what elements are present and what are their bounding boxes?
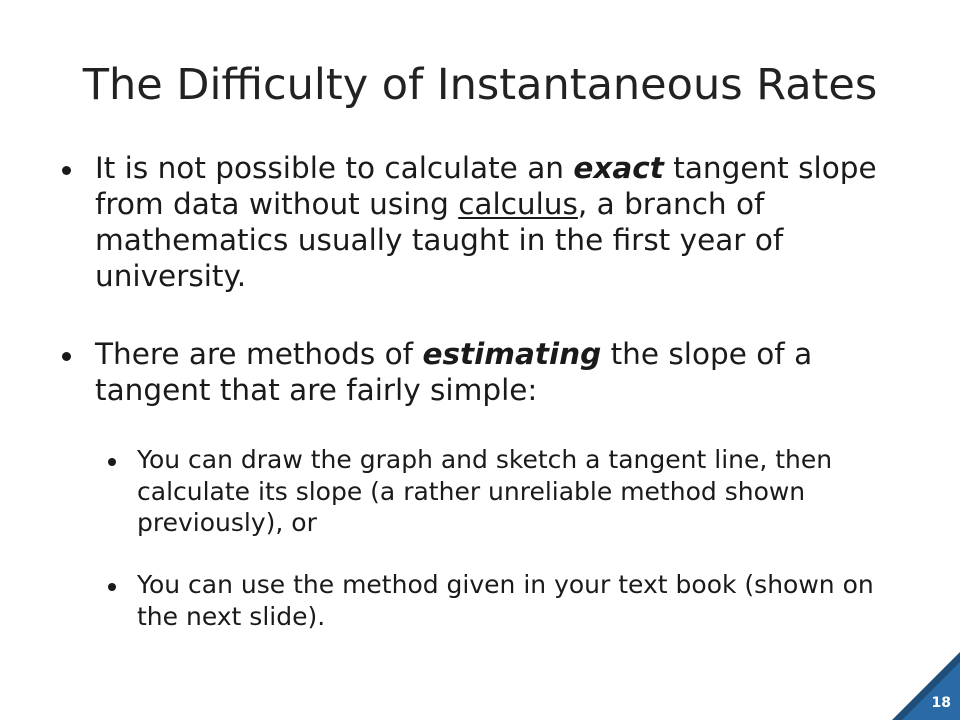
bullet-marker xyxy=(62,166,71,175)
bullet-text: the slope of a tangent that are fairly simple: xyxy=(95,337,813,407)
bullet-marker xyxy=(62,352,71,361)
sub-bullet-item xyxy=(137,569,897,632)
calculus-link[interactable]: calculus xyxy=(458,187,578,221)
corner-triangle-highlight xyxy=(902,662,960,720)
bullet-emphasis: exact xyxy=(573,151,664,185)
sub-bullet-text: You can draw the graph and sketch a tangent line, then calculate its slope (a rather unreliable method shown previously), or xyxy=(137,445,833,537)
bullet-text: tangent slope from data without using xyxy=(95,151,877,221)
sub-bullet-marker xyxy=(108,458,116,466)
sub-bullet-marker xyxy=(108,583,116,591)
bullet-emphasis: estimating xyxy=(422,337,602,371)
sub-bullet-text: You can use the method given in your text book (shown on the next slide). xyxy=(137,570,874,631)
slide-title: The Difficulty of Instantaneous Rates xyxy=(82,60,878,110)
bullet-text: There are methods of xyxy=(95,337,423,371)
page-number: 18 xyxy=(931,695,951,711)
bullet-text: It is not possible to calculate an xyxy=(95,151,574,185)
sub-bullet-item xyxy=(137,444,897,539)
bullet-item xyxy=(95,150,895,294)
bullet-text: , a branch of mathematics usually taught in the first year of university. xyxy=(95,187,784,293)
bullet-item xyxy=(95,336,895,408)
